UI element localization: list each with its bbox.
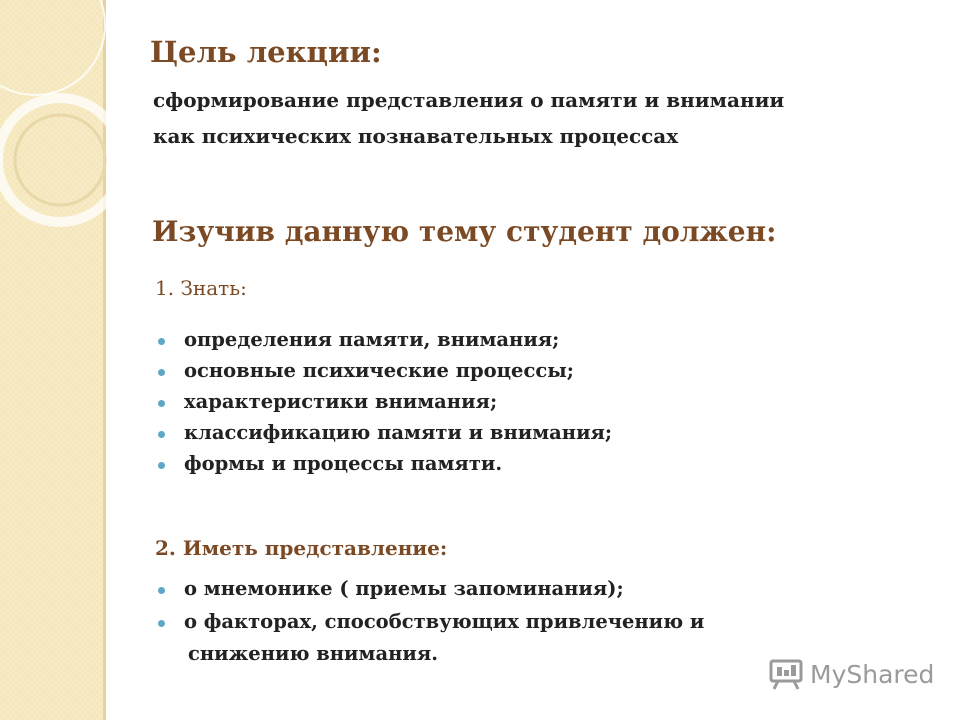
- bullet-icon: [158, 400, 165, 407]
- decorative-circles: [0, 0, 160, 260]
- know-list: [158, 328, 612, 483]
- goal-description-line-2: как психических познавательных процессах: [153, 124, 679, 148]
- bullet-icon: [158, 587, 165, 594]
- section-know-label: 1. Знать:: [155, 276, 247, 300]
- slide-title: Цель лекции:: [150, 35, 382, 69]
- list-item: о мнемонике ( приемы запоминания);: [158, 577, 704, 610]
- watermark-text: MyShared: [810, 659, 935, 689]
- bullet-icon: [158, 369, 165, 376]
- bullet-icon: [158, 462, 165, 469]
- list-item: основные психические процессы;: [158, 359, 612, 390]
- goal-description-line-1: сформирование представления о памяти и внимании: [153, 88, 785, 112]
- section-idea-label: 2. Иметь представление:: [155, 536, 448, 560]
- slide-subtitle: Изучив данную тему студент должен:: [152, 215, 777, 248]
- bullet-icon: [158, 620, 165, 627]
- list-item: характеристики внимания;: [158, 390, 612, 421]
- list-item: классификацию памяти и внимания;: [158, 421, 612, 452]
- bullet-icon: [158, 338, 165, 345]
- list-item: о факторах, способствующих привлечению и: [158, 610, 704, 643]
- idea-list: [158, 577, 704, 643]
- list-item: формы и процессы памяти.: [158, 452, 612, 483]
- list-item: определения памяти, внимания;: [158, 328, 612, 359]
- bullet-icon: [158, 431, 165, 438]
- presentation-board-icon: [768, 658, 804, 690]
- list-item-continuation: снижению внимания.: [188, 642, 439, 665]
- watermark: [768, 657, 934, 691]
